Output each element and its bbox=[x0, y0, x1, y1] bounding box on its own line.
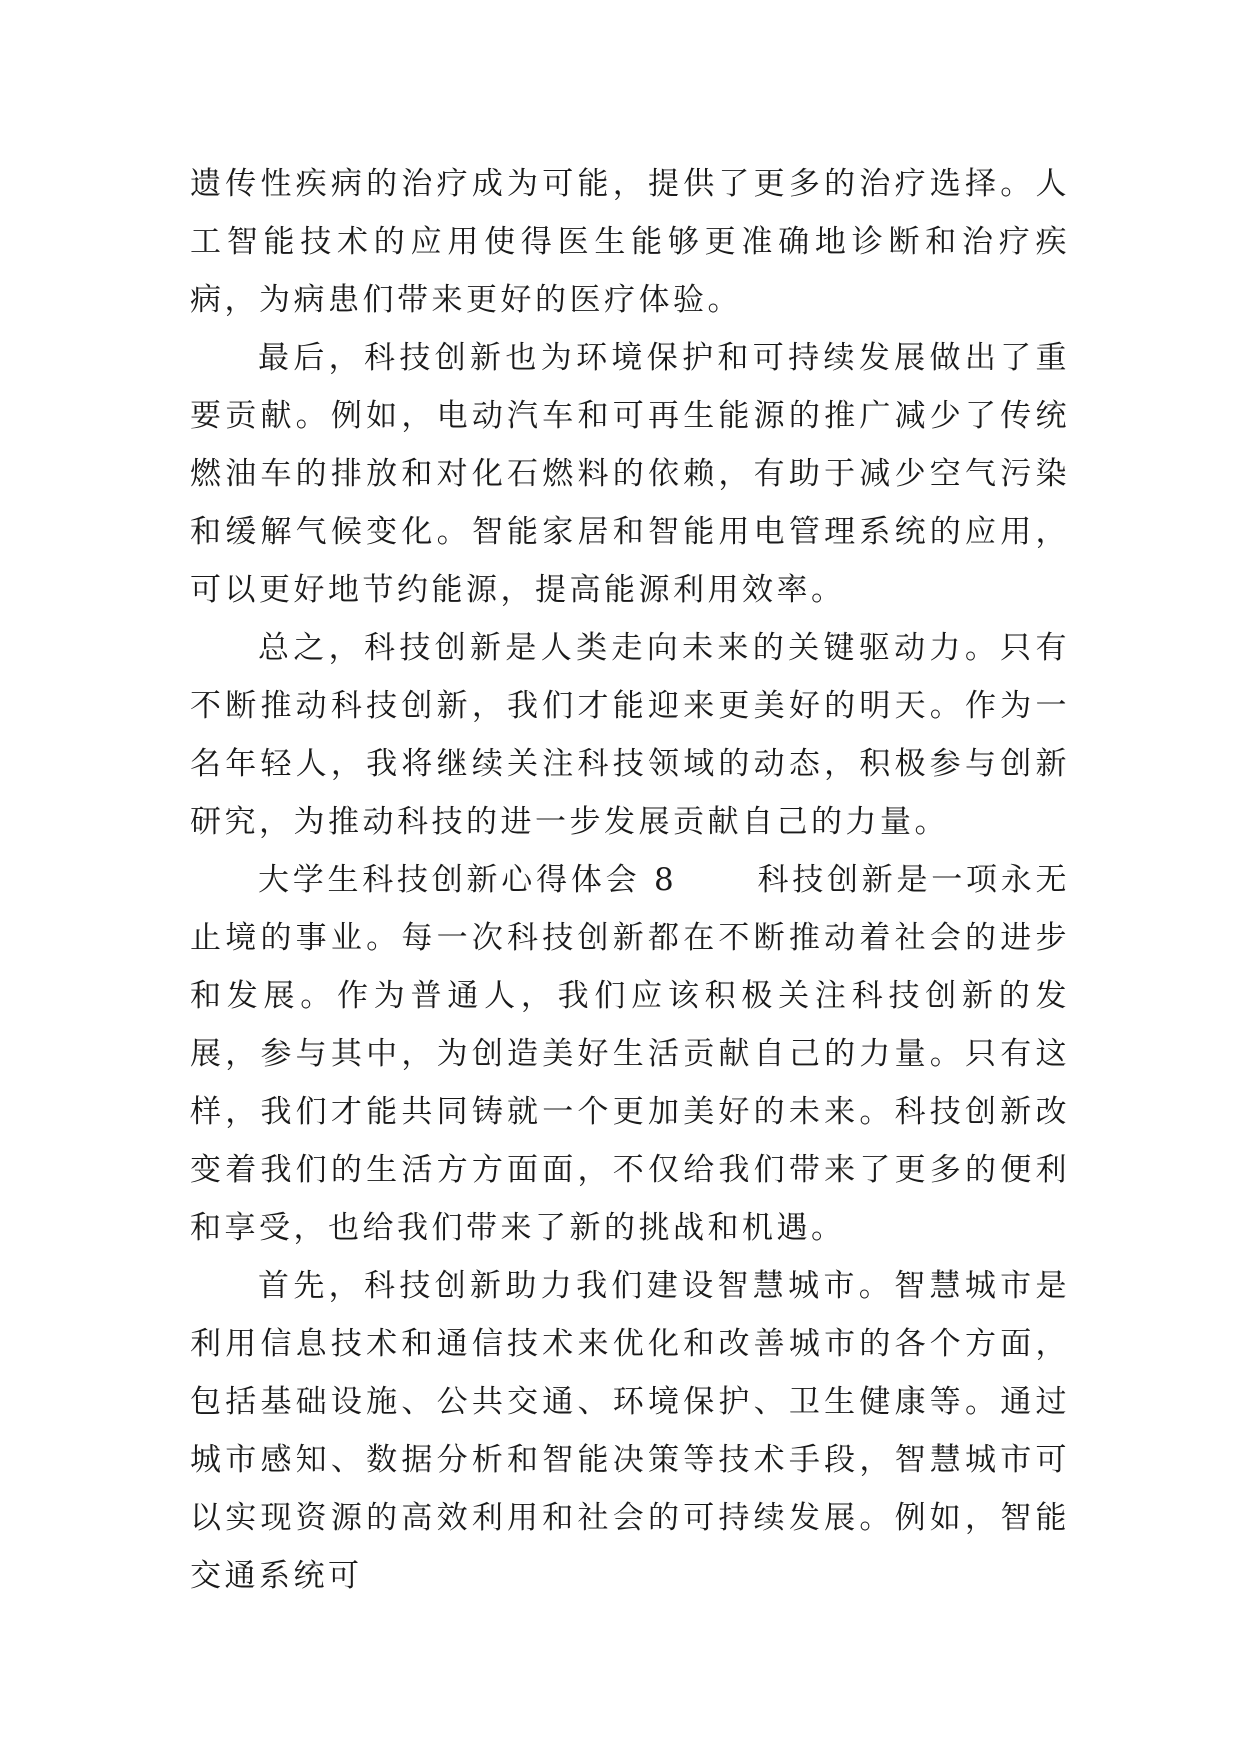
paragraph-medical-ai: 遗传性疾病的治疗成为可能，提供了更多的治疗选择。人工智能技术的应用使得医生能够更准确地诊断和治疗疾病，为病患们带来更好的医疗体验。 bbox=[190, 166, 1070, 318]
section-8-body: 科技创新是一项永无止境的事业。每一次科技创新都在不断推动着社会的进步和发展。作为普通人，我们应该积极关注科技创新的发展，参与其中，为创造美好生活贡献自己的力量。只有这样，我们才能共同铸就一个更加美好的未来。科技创新改变着我们的生活方方面面，不仅给我们带来了更多的便利和享受，也给我们带来了新的挑战和机遇。 bbox=[190, 862, 1071, 1246]
paragraph-conclusion: 总之，科技创新是人类走向未来的关键驱动力。只有不断推动科技创新，我们才能迎来更美好的明天。作为一名年轻人，我将继续关注科技领域的动态，积极参与创新研究，为推动科技的进一步发展贡献自己的力量。 bbox=[190, 630, 1070, 840]
paragraph-smart-city: 首先，科技创新助力我们建设智慧城市。智慧城市是利用信息技术和通信技术来优化和改善城市的各个方面，包括基础设施、公共交通、环境保护、卫生健康等。通过城市感知、数据分析和智能决策等技术手段，智慧城市可以实现资源的高效利用和社会的可持续发展。例如，智能交通系统可 bbox=[190, 1268, 1070, 1594]
section-heading: 大学生科技创新心得体会 8 bbox=[258, 862, 678, 898]
paragraph-section-8 bbox=[190, 851, 1070, 1257]
paragraph-environment: 最后，科技创新也为环境保护和可持续发展做出了重要贡献。例如，电动汽车和可再生能源的推广减少了传统燃油车的排放和对化石燃料的依赖，有助于减少空气污染和缓解气候变化。智能家居和智能用电管理系统的应用，可以更好地节约能源，提高能源利用效率。 bbox=[190, 340, 1070, 608]
document-body bbox=[190, 155, 1070, 1605]
